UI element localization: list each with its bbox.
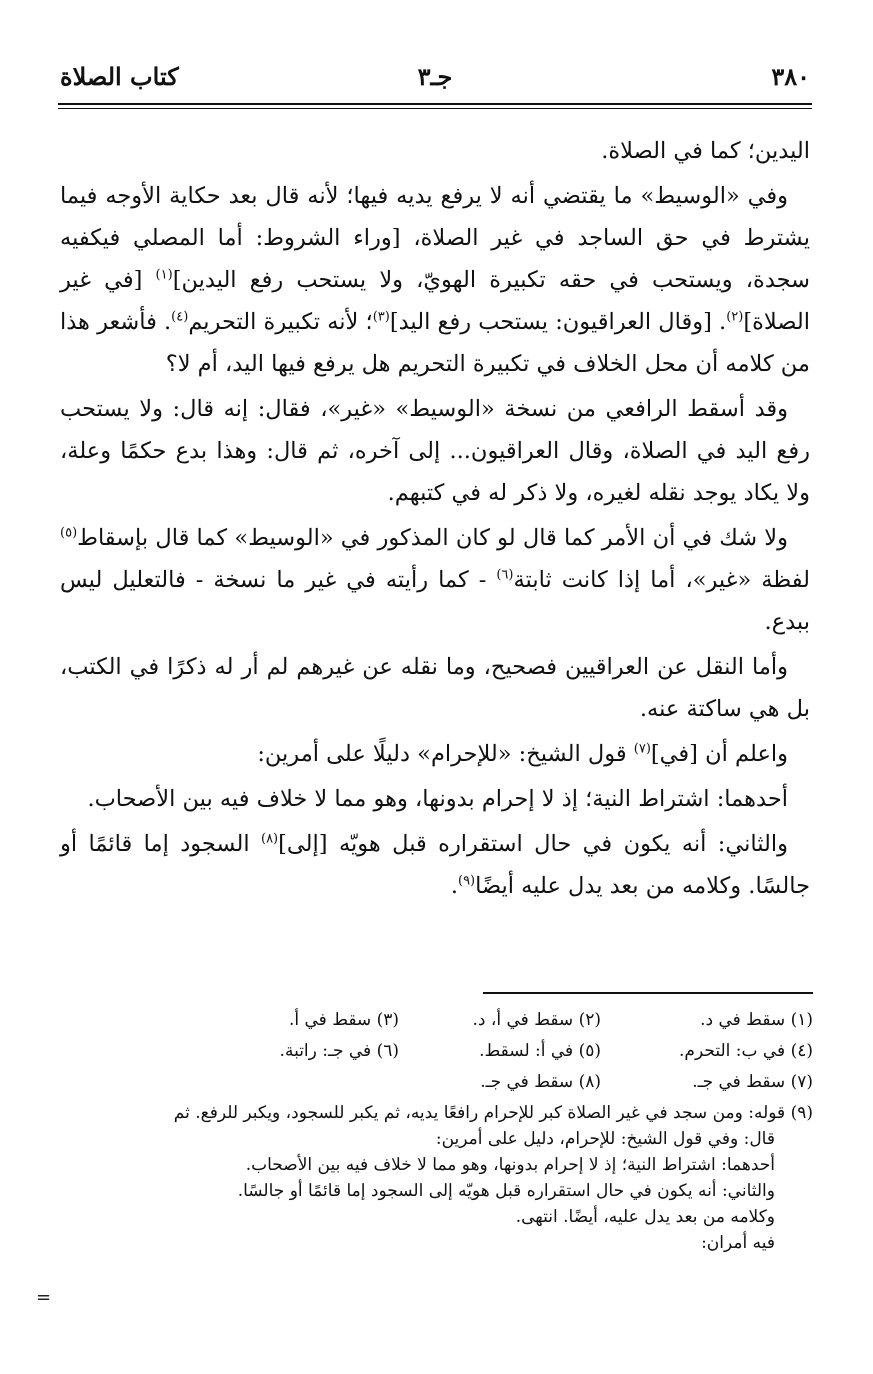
paragraph-2	[60, 175, 810, 385]
footnote-2: (٢) سقط في أ، د.	[472, 1010, 601, 1030]
footnote-7: (٧) سقط في جـ.	[692, 1072, 813, 1092]
main-text	[60, 130, 810, 910]
paragraph-2-text-c: . [وقال العراقيون: يستحب رفع اليد]	[389, 309, 727, 335]
paragraph-4-text-a: ولا شك في أن الأمر كما قال لو كان المذكور في «الوسيط» كما قال بإسقاط	[77, 525, 788, 551]
continuation-mark: =	[36, 1287, 52, 1308]
book-title: كتاب الصلاة	[60, 62, 179, 91]
footnote-ref-5[interactable]: (٥)	[60, 525, 78, 541]
footnote-3: (٣) سقط في أ.	[288, 1010, 399, 1030]
footnotes-short	[58, 1005, 813, 1098]
paragraph-6-text-a: واعلم أن [في]	[650, 741, 788, 767]
header-rule-thin	[58, 108, 812, 109]
paragraph-4-text-b: لفظة «غير»، أما إذا كانت ثابتة	[513, 567, 810, 593]
footnote-4: (٤) في ب: التحرم.	[679, 1041, 813, 1061]
footnote-9-line-4: والثاني: أنه يكون في حال استقراره قبل هويّه إلى السجود إما قائمًا أو جالسًا.	[237, 1181, 775, 1201]
footnote-row-3	[58, 1067, 813, 1098]
footnote-9	[58, 1100, 813, 1256]
footnote-9-line-5: وكلامه من بعد يدل عليه، أيضًا. انتهى.	[515, 1207, 775, 1227]
paragraph-5	[60, 646, 810, 730]
footnote-ref-2[interactable]: (٢)	[726, 309, 744, 325]
footnote-row-1	[58, 1005, 813, 1036]
paragraph-2-text-b: [في غير الصلاة]	[60, 267, 810, 335]
footnote-6: (٦) في جـ: راتبة.	[279, 1041, 399, 1061]
footnote-8: (٨) سقط في جـ.	[480, 1072, 601, 1092]
footnote-9-continuation	[58, 1126, 813, 1256]
paragraph-3	[60, 388, 810, 514]
footnote-9-line-1: (٩) قوله: ومن سجد في غير الصلاة كبر للإحرام رافعًا يديه، ثم يكبر للسجود، ويكبر للرفع. ثم	[173, 1103, 813, 1123]
footnote-1: (١) سقط في د.	[700, 1010, 813, 1030]
volume-label: جـ٣	[417, 62, 453, 91]
paragraph-6	[60, 733, 810, 775]
paragraph-5-text: وأما النقل عن العراقيين فصحيح، وما نقله عن غيرهم لم أر له ذكرًا في الكتب، بل هي ساكتة عنه.	[60, 654, 810, 722]
footnote-9-line-2: قال: وفي قول الشيخ: للإحرام، دليل على أمرين:	[435, 1129, 775, 1149]
footnote-separator	[483, 992, 813, 994]
paragraph-1-text: اليدين؛ كما في الصلاة.	[601, 138, 810, 164]
paragraph-4	[60, 517, 810, 643]
paragraph-2-text-e: . فأشعر هذا من كلامه أن محل الخلاف في تكبيرة التحريم هل يرفع فيها اليد، أم لا؟	[60, 309, 810, 377]
footnote-ref-7[interactable]: (٧)	[633, 741, 651, 757]
footnote-ref-4[interactable]: (٤)	[171, 309, 189, 325]
footnote-row-2	[58, 1036, 813, 1067]
footnote-9-line-3: أحدهما: اشتراط النية؛ إذ لا إحرام بدونها، وهو مما لا خلاف فيه بين الأصحاب.	[245, 1155, 775, 1175]
footnote-9-line-6: فيه أمران:	[701, 1233, 775, 1253]
paragraph-2-text-a: وفي «الوسيط» ما يقتضي أنه لا يرفع يديه فيها؛ لأنه قال بعد حكاية الأوجه فيما يشترط في حق الساجد في غير الصلاة، [وراء الشروط: أما المصلي فيكفيه سجدة، ويستحب في حقه تكبيرة الهويّ، ولا يستحب رفع اليدين]	[60, 183, 811, 293]
paragraph-3-text: وقد أسقط الرافعي من نسخة «الوسيط» «غير»، فقال: إنه قال: ولا يستحب رفع اليد في الصلاة، وقال العراقيون... إلى آخره، ثم قال: وهذا بدع حكمًا وعلة، ولا يكاد يوجد نقله لغيره، ولا ذكر له في كتبهم.	[60, 396, 810, 506]
paragraph-7	[60, 778, 810, 820]
page-number: ٣٨٠	[771, 62, 810, 91]
footnote-5: (٥) في أ: لسقط.	[479, 1041, 601, 1061]
running-header	[60, 62, 810, 102]
paragraph-2-text-d: ؛ لأنه تكبيرة التحريم	[188, 309, 373, 335]
footnote-ref-8[interactable]: (٨)	[260, 831, 279, 847]
paragraph-8-text-c: .	[450, 873, 458, 899]
paragraph-4-text-c: - كما رأيته في غير ما نسخة - فالتعليل ليس ببدع.	[60, 567, 810, 635]
paragraph-6-text-b: قول الشيخ: «للإحرام» دليلًا على أمرين:	[257, 741, 634, 767]
header-rule-thick	[58, 103, 812, 105]
paragraph-7-text: أحدهما: اشتراط النية؛ إذ لا إحرام بدونها، وهو مما لا خلاف فيه بين الأصحاب.	[87, 786, 788, 812]
paragraph-1	[60, 130, 810, 172]
paragraph-8-text-b: السجود إما قائمًا أو جالسًا. وكلامه من بعد يدل عليه أيضًا	[60, 831, 810, 899]
footnote-ref-6[interactable]: (٦)	[496, 567, 514, 583]
footnote-ref-1[interactable]: (١)	[155, 267, 173, 283]
paragraph-8-text-a: والثاني: أنه يكون في حال استقراره قبل هويّه [إلى]	[278, 831, 789, 857]
footnote-ref-3[interactable]: (٣)	[372, 309, 390, 325]
footnote-ref-9[interactable]: (٩)	[457, 873, 476, 889]
paragraph-8	[60, 823, 810, 907]
